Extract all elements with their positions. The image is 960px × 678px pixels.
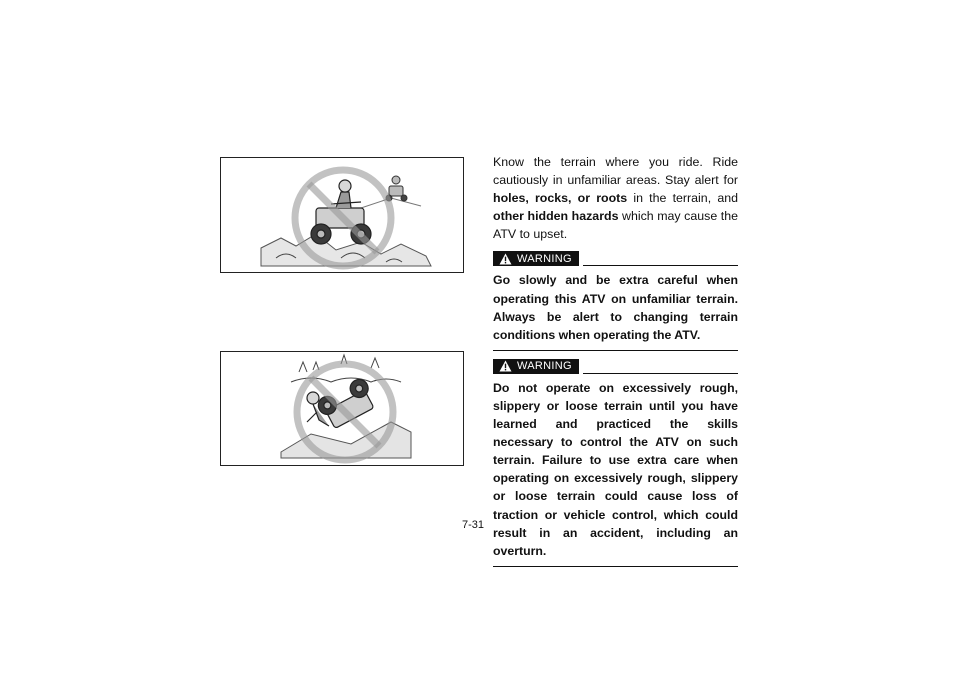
intro-text-2: in the terrain, and <box>627 191 738 206</box>
warning-label: WARNING <box>517 252 572 265</box>
text-column <box>493 153 738 567</box>
atv-overturn-illustration <box>221 352 463 465</box>
warning-rule <box>583 264 738 266</box>
warning-triangle-icon <box>499 253 512 265</box>
warning-text: Do not operate on excessively rough, slippery or loose terrain until you have learned and practiced the skills necessary to control the ATV on such terrain. Failure to use extra care when operating on excessively rough, slippery or loose terrain could cause loss of traction or vehicle control, which could result in an accident, including an overturn. <box>493 379 738 567</box>
warning-rule <box>583 372 738 374</box>
intro-bold-hidden: other hidden hazards <box>493 209 619 224</box>
warning-triangle-icon <box>499 360 512 372</box>
illustration-rough-terrain <box>220 157 464 273</box>
warning-block-1 <box>493 249 738 350</box>
warning-header <box>493 249 738 266</box>
warning-block-2 <box>493 357 738 567</box>
warning-text: Go slowly and be extra careful when operating this ATV on unfamiliar terrain. Always be alert to changing terrain conditions when operating the ATV. <box>493 271 738 350</box>
warning-header <box>493 357 738 374</box>
atv-rocks-illustration <box>221 158 463 272</box>
warning-label: WARNING <box>517 360 572 373</box>
warning-badge <box>493 251 579 266</box>
intro-bold-hazards: holes, rocks, or roots <box>493 191 628 206</box>
illustration-overturn <box>220 351 464 466</box>
intro-text-1: Know the terrain where you ride. Ride cautiously in unfamiliar areas. Stay alert for <box>493 155 738 188</box>
page-number: 7-31 <box>462 519 485 531</box>
intro-text-3: which may cause the ATV to upset. <box>493 209 738 242</box>
intro-paragraph <box>493 153 738 243</box>
warning-badge <box>493 359 579 374</box>
